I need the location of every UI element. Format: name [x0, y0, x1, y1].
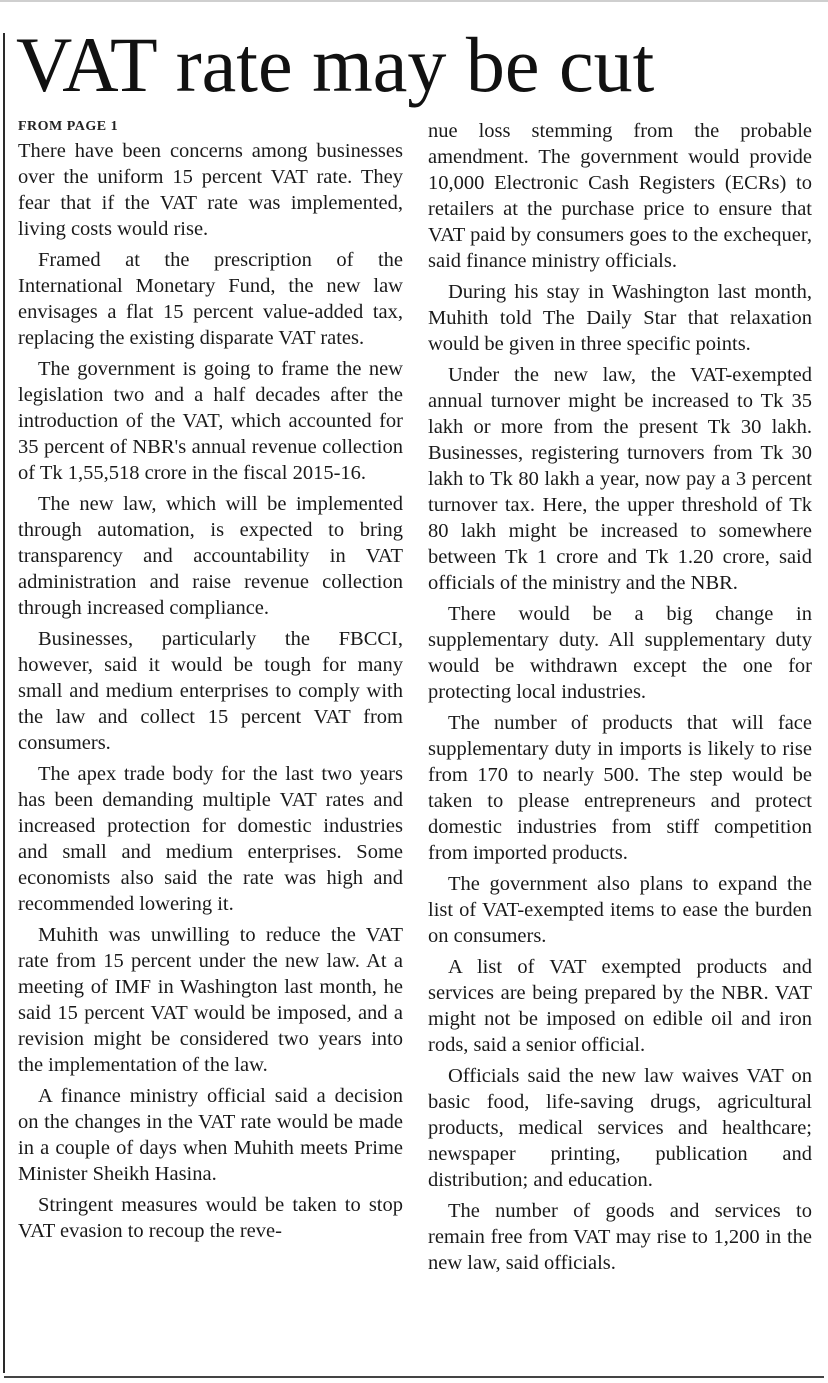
paragraph: During his stay in Washington last month, Muhith told The Daily Star that relaxation would be given in three specific points. [428, 281, 812, 355]
paragraph: The number of goods and services to remain free from VAT may rise to 1,200 in the new law, said officials. [428, 1200, 812, 1274]
paragraph: A list of VAT exempted products and services are being prepared by the NBR. VAT might not be imposed on edible oil and iron rods, said a senior official. [428, 956, 812, 1056]
paragraph: nue loss stemming from the probable amendment. The government would provide 10,000 Electronic Cash Registers (ECRs) to retailers at the purchase price to ensure that VAT paid by consumers goes to the exchequer, said finance ministry officials. [428, 120, 812, 272]
paragraph: Muhith was unwilling to reduce the VAT rate from 15 percent under the new law. At a meeting of IMF in Washington last month, he said 15 percent VAT would be imposed, and a revision might be considered two years into the implementation of the law. [18, 924, 403, 1076]
paragraph: Stringent measures would be taken to stop VAT evasion to recoup the reve- [18, 1194, 403, 1242]
top-rule [0, 0, 828, 2]
paragraph: The apex trade body for the last two years has been demanding multiple VAT rates and increased protection for domestic industries and small and medium enterprises. Some economists also said the rate was high and recommended lowering it. [18, 763, 403, 915]
right-column [428, 118, 812, 1281]
kicker: FROM PAGE 1 [18, 119, 119, 134]
paragraph: The government is going to frame the new legislation two and a half decades after the introduction of the VAT, which accounted for 35 percent of NBR's annual revenue collection of Tk 1,55,518 crore in the fiscal 2015-16. [18, 358, 403, 484]
paragraph: Framed at the prescription of the International Monetary Fund, the new law envisages a flat 15 percent value-added tax, replacing the existing disparate VAT rates. [18, 249, 403, 349]
paragraph: The government also plans to expand the list of VAT-exempted items to ease the burden on consumers. [428, 873, 812, 947]
paragraph: The new law, which will be implemented through automation, is expected to bring transparency and accountability in VAT administration and raise revenue collection through increased compliance. [18, 493, 403, 619]
paragraph: There have been concerns among businesses over the uniform 15 percent VAT rate. They fear that if the VAT rate was implemented, living costs would rise. [18, 140, 403, 240]
left-border-rule [3, 33, 5, 1373]
paragraph: Officials said the new law waives VAT on basic food, life-saving drugs, agricultural products, medical services and healthcare; newspaper printing, publication and distribution; and education. [428, 1065, 812, 1191]
headline: VAT rate may be cut [16, 21, 655, 108]
paragraph: There would be a big change in supplementary duty. All supplementary duty would be withdrawn except the one for protecting local industries. [428, 603, 812, 703]
left-column [18, 118, 403, 1249]
paragraph: Under the new law, the VAT-exempted annual turnover might be increased to Tk 35 lakh or more from the present Tk 30 lakh. Businesses, registering turnovers from Tk 30 lakh to Tk 80 lakh a year, now pay a 3 percent turnover tax. Here, the upper threshold of Tk 80 lakh might be increased to somewhere between Tk 1 crore and Tk 1.20 crore, said officials of the ministry and the NBR. [428, 364, 812, 594]
paragraph: A finance ministry official said a decision on the changes in the VAT rate would be made in a couple of days when Muhith meets Prime Minister Sheikh Hasina. [18, 1085, 403, 1185]
bottom-rule [4, 1376, 824, 1378]
paragraph: Businesses, particularly the FBCCI, however, said it would be tough for many small and medium enterprises to comply with the law and collect 15 percent VAT from consumers. [18, 628, 403, 754]
paragraph: The number of products that will face supplementary duty in imports is likely to rise from 170 to nearly 500. The step would be taken to please entrepreneurs and protect domestic industries from stiff competition from imported products. [428, 712, 812, 864]
